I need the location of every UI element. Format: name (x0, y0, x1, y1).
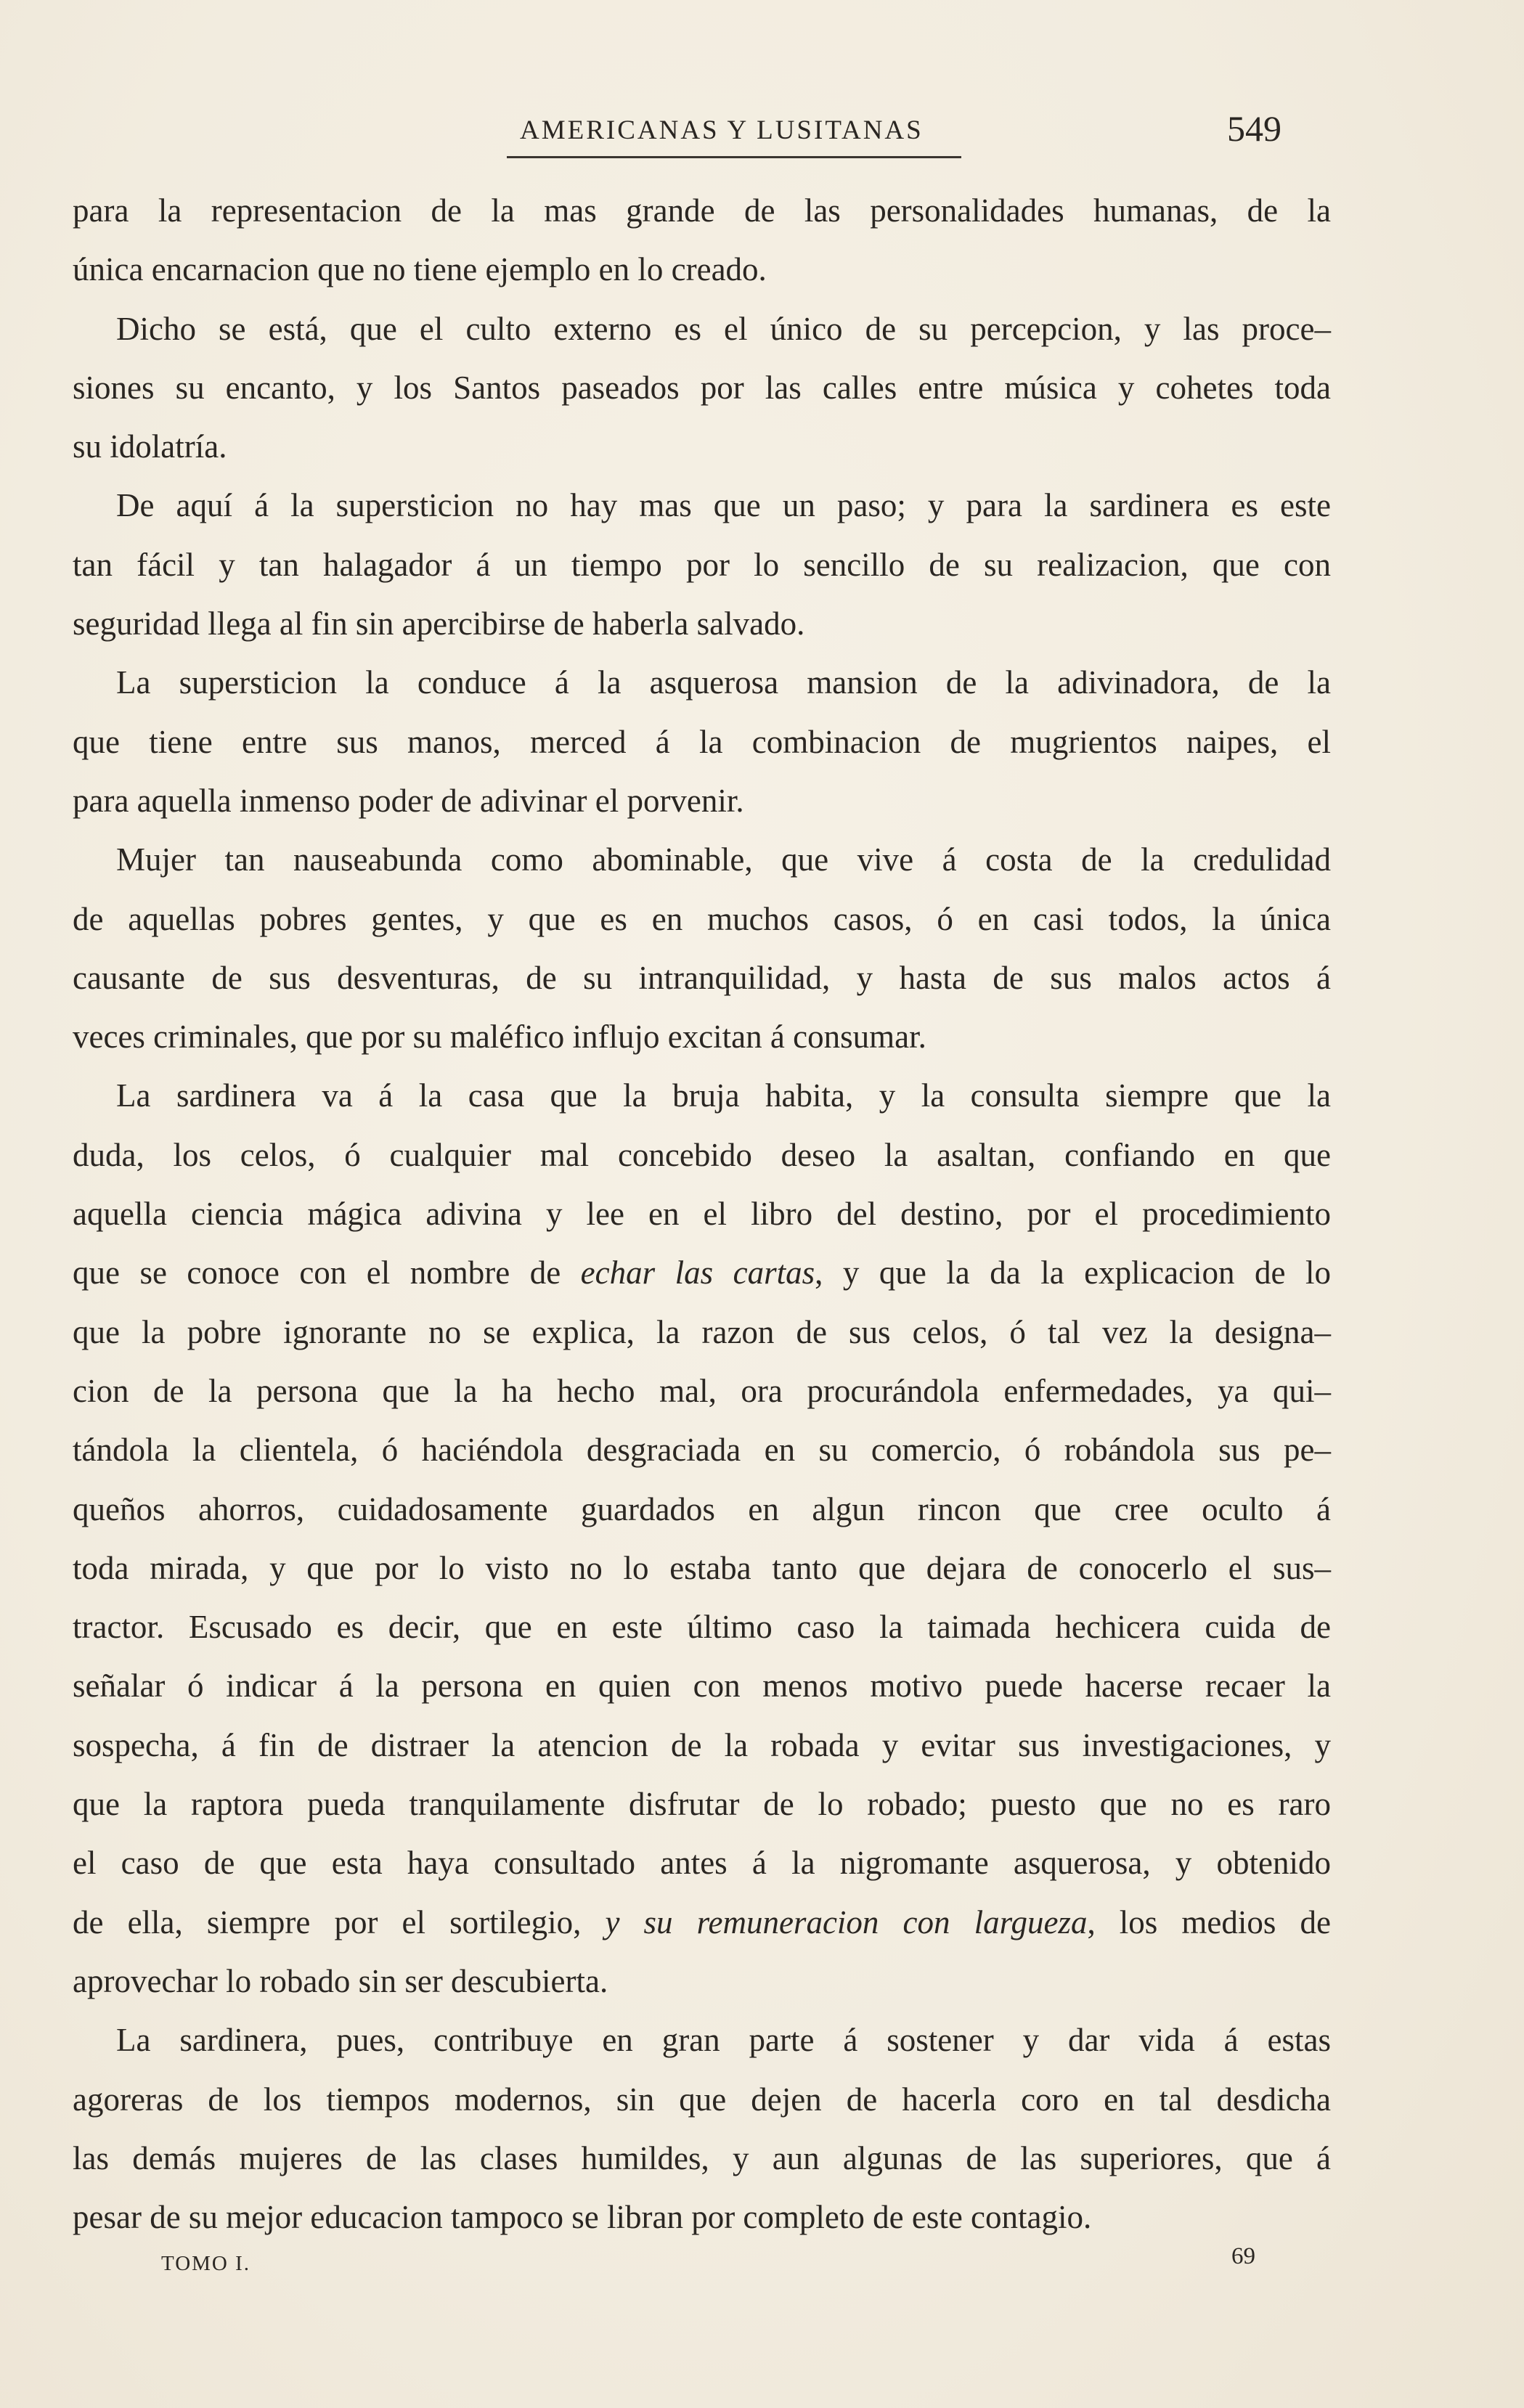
text-line: veces criminales, que por su maléfico influjo excitan á consumar. (73, 1019, 926, 1056)
volume-signature: TOMO I. (161, 2252, 251, 2275)
text-line: seguridad llega al fin sin apercibirse de haberla salvado. (73, 605, 805, 642)
paragraph (73, 181, 1331, 300)
text-line: agoreras de los tiempos modernos, sin que dejen de hacerla coro en tal desdicha (73, 2081, 1331, 2118)
italic-phrase: echar las cartas (580, 1254, 815, 1291)
body-text (73, 181, 1331, 2247)
text-line: causante de sus desventuras, de su intranquilidad, y hasta de sus malos actos á (73, 959, 1331, 996)
text-line: pesar de su mejor educacion tampoco se libran por completo de este contagio. (73, 2199, 1092, 2236)
paragraph (73, 2011, 1331, 2247)
running-head (0, 102, 1524, 160)
text-line: que tiene entre sus manos, merced á la combinacion de mugrientos naipes, el (73, 723, 1331, 760)
text-line: para aquella inmenso poder de adivinar el porvenir. (73, 782, 744, 819)
text-line: de ella, siempre por el sortilegio, y su remuneracion con largueza, los medios de (73, 1903, 1331, 1940)
paragraph (73, 1066, 1331, 2011)
text-line: las demás mujeres de las clases humildes, y aun algunas de las superiores, que á (73, 2139, 1331, 2176)
text-line: señalar ó indicar á la persona en quien con menos motivo puede hacerse recaer la (73, 1668, 1331, 1705)
paragraph (73, 476, 1331, 653)
text-line: aquella ciencia mágica adivina y lee en el libro del destino, por el procedimiento (73, 1196, 1331, 1233)
paragraph (73, 653, 1331, 830)
text-line: para la representacion de la mas grande de las personalidades humanas, de la (73, 192, 1331, 229)
running-title: AMERICANAS Y LUSITANAS (520, 115, 924, 145)
text-line: tractor. Escusado es decir, que en este último caso la taimada hechicera cuida de (73, 1609, 1331, 1646)
text-line: el caso de que esta haya consultado antes á la nigromante asquerosa, y obtenido (73, 1845, 1331, 1882)
sheet-number: 69 (1231, 2243, 1255, 2269)
text-line: La sardinera va á la casa que la bruja habita, y la consulta siempre que la (116, 1077, 1331, 1114)
text-line: sospecha, á fin de distraer la atencion de la robada y evitar sus investigaciones, y (73, 1726, 1331, 1763)
text-line: única encarnacion que no tiene ejemplo en lo creado. (73, 251, 767, 288)
text-line: cion de la persona que la ha hecho mal, ora procurándola enfermedades, ya qui– (73, 1372, 1331, 1409)
text-line: toda mirada, y que por lo visto no lo estaba tanto que dejara de conocerlo el sus– (73, 1549, 1331, 1586)
text-line: tándola la clientela, ó haciéndola desgraciada en su comercio, ó robándola sus pe– (73, 1432, 1331, 1469)
page-number: 549 (1227, 108, 1281, 149)
text-line: duda, los celos, ó cualquier mal concebido deseo la asaltan, confiando en que (73, 1136, 1331, 1173)
text-line: queños ahorros, cuidadosamente guardados en algun rincon que cree oculto á (73, 1490, 1331, 1527)
text-line: su idolatría. (73, 428, 227, 465)
text-line: La sardinera, pues, contribuye en gran parte á sostener y dar vida á estas (116, 2022, 1331, 2059)
paragraph (73, 830, 1331, 1066)
text-line: tan fácil y tan halagador á un tiempo por lo sencillo de su realizacion, que con (73, 546, 1331, 583)
text-line: que la pobre ignorante no se explica, la razon de sus celos, ó tal vez la designa– (73, 1313, 1331, 1350)
text-line: Dicho se está, que el culto externo es el único de su percepcion, y las proce– (116, 310, 1331, 347)
text-line: aprovechar lo robado sin ser descubierta. (73, 1962, 608, 1999)
italic-phrase: y su remuneracion con largueza (605, 1903, 1088, 1940)
page-footer (0, 2243, 1524, 2287)
text-line: que se conoce con el nombre de echar las cartas, y que la da la explicacion de lo (73, 1254, 1332, 1291)
text-line: De aquí á la supersticion no hay mas que un paso; y para la sardinera es este (116, 487, 1331, 524)
header-rule (507, 156, 961, 158)
paragraph (73, 300, 1331, 477)
text-line: de aquellas pobres gentes, y que es en muchos casos, ó en casi todos, la única (73, 900, 1331, 937)
text-line: La supersticion la conduce á la asquerosa mansion de la adivinadora, de la (116, 664, 1331, 701)
text-line: siones su encanto, y los Santos paseados por las calles entre música y cohetes toda (73, 369, 1331, 406)
text-line: Mujer tan nauseabunda como abominable, que vive á costa de la credulidad (116, 841, 1331, 878)
text-line: que la raptora pueda tranquilamente disfrutar de lo robado; puesto que no es raro (73, 1786, 1331, 1823)
